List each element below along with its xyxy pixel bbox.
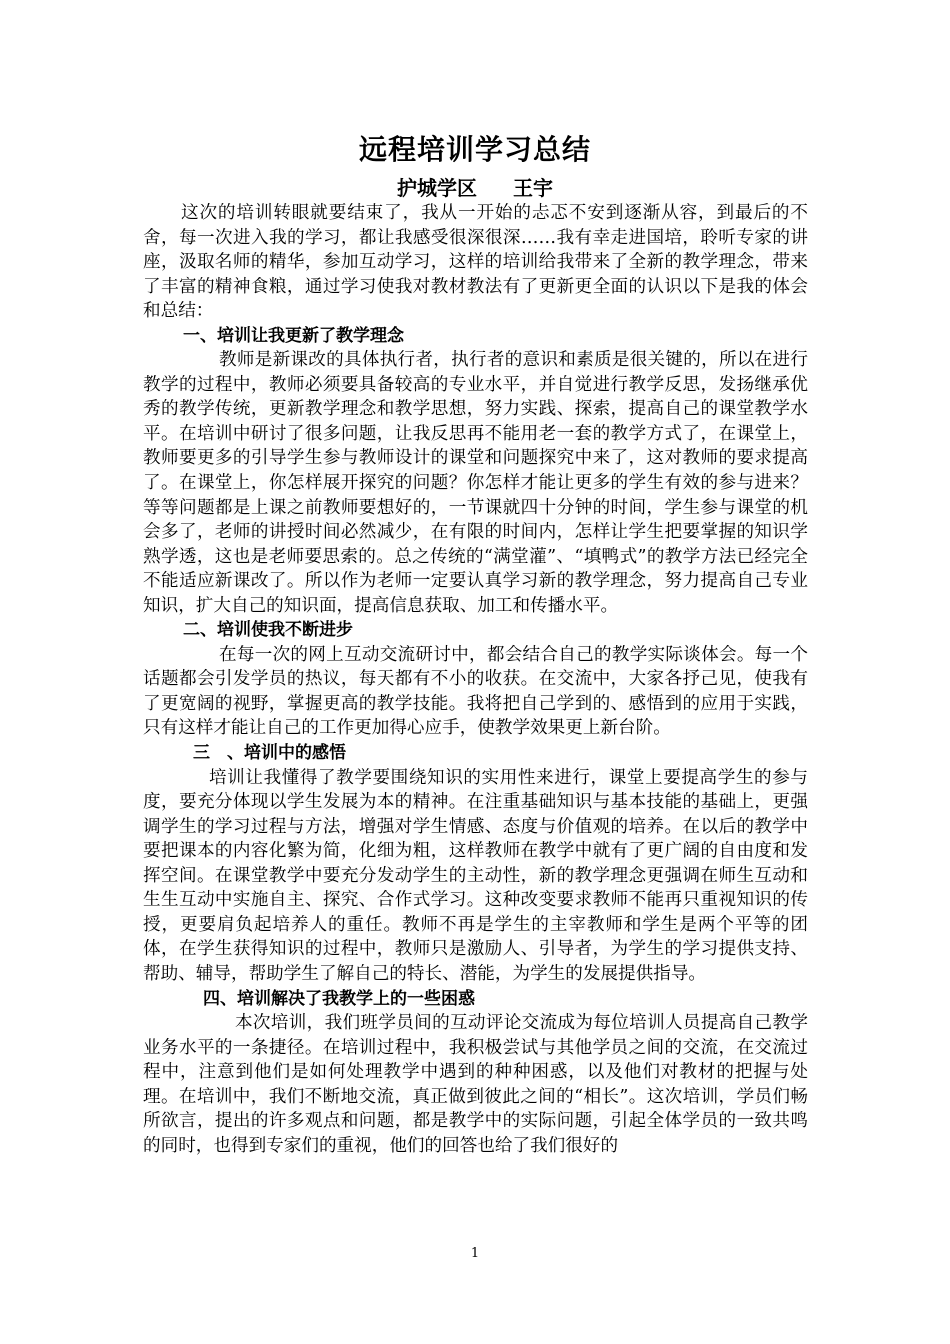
section-heading-1: 一、培训让我更新了教学理念 <box>183 325 404 346</box>
section-heading-4: 四、培训解决了我教学上的一些困惑 <box>203 988 475 1009</box>
author-name: 王宇 <box>513 176 553 200</box>
section-heading-2: 二、培训使我不断进步 <box>183 620 353 641</box>
author-area: 护城学区 <box>397 176 477 200</box>
page-number: 1 <box>470 1246 480 1261</box>
document-body <box>143 201 808 1158</box>
document-title: 远程培训学习总结 <box>358 133 591 166</box>
section-paragraph-4: 本次培训，我们班学员间的互动评论交流成为每位培训人员提高自己教学业务水平的一条捷径。在培训过程中，我积极尝试与其他学员之间的交流，在交流过程中，注意到他们是如何处理教学中遇到的种种困惑，以及他们对教材的把握与处理。在培训中，我们不断地交流，真正做到彼此之间的“相长”。这次培训，学员们畅所欲言，提出的许多观点和问题，都是教学中的实际问题，引起全体学员的一致共鸣的同时，也得到专家们的重视，他们的回答也给了我们很好的 <box>143 1013 808 1156</box>
section-paragraph-2: 在每一次的网上互动交流研讨中，都会结合自己的教学实际谈体会。每一个话题都会引发学员的热议，每天都有不小的收获。在交流中，大家各抒己见，使我有了更宽阔的视野，掌握更高的教学技能。我将把自己学到的、感悟到的应用于实践，只有这样才能让自己的工作更加得心应手，使教学效果更上新台阶。 <box>143 644 808 739</box>
section-heading-3: 三 、培训中的感悟 <box>193 743 346 764</box>
intro-paragraph: 这次的培训转眼就要结束了，我从一开始的忐忑不安到逐渐从容，到最后的不舍，每一次进入我的学习，都让我感受很深很深……我有幸走进国培，聆听专家的讲座，汲取名师的精华，参加互动学习，这样的培训给我带来了全新的教学理念，带来了丰富的精神食粮，通过学习使我对教材教法有了更新更全面的认识以下是我的体会和总结： <box>143 203 808 322</box>
section-paragraph-3: 培训让我懂得了教学要围绕知识的实用性来进行，课堂上要提高学生的参与度，要充分体现以学生发展为本的精神。在注重基础知识与基本技能的基础上，更强调学生的学习过程与方法，增强对学生情感、态度与价值观的培养。在以后的教学中要把课本的内容化繁为简，化细为粗，这样教师在教学中就有了更广阔的自由度和发挥空间。在课堂教学中要充分发动学生的主动性，新的教学理念更强调在师生互动和生生互动中实施自主、探究、合作式学习。这种改变要求教师不能再只重视知识的传授，更要肩负起培养人的重任。教师不再是学生的主宰教师和学生是两个平等的团体，在学生获得知识的过程中，教师只是激励人、引导者，为学生的学习提供支持、帮助、辅导，帮助学生了解自己的特长、潜能，为学生的发展提供指导。 <box>143 767 808 984</box>
section-paragraph-1: 教师是新课改的具体执行者，执行者的意识和素质是很关键的，所以在进行教学的过程中，教师必须要具备较高的专业水平，并自觉进行教学反思，发扬继承优秀的教学传统，更新教学理念和教学思想，努力实践、探索，提高自己的课堂教学水平。在培训中研讨了很多问题，让我反思再不能用老一套的教学方式了，在课堂上，教师要更多的引导学生参与教师设计的课堂和问题探究中来了，这对教师的要求提高了。在课堂上，你怎样展开探究的问题？你怎样才能让更多的学生有效的参与进来？等等问题都是上课之前教师要想好的，一节课就四十分钟的时间，学生参与课堂的机会多了，老师的讲授时间必然减少，在有限的时间内，怎样让学生把要掌握的知识学熟学透，这也是老师要思索的。总之传统的“满堂灌”、“填鸭式”的教学方法已经完全不能适应新课改了。所以作为老师一定要认真学习新的教学理念，努力提高自己专业知识，扩大自己的知识面，提高信息获取、加工和传播水平。 <box>143 350 808 616</box>
author-line <box>0 175 950 201</box>
